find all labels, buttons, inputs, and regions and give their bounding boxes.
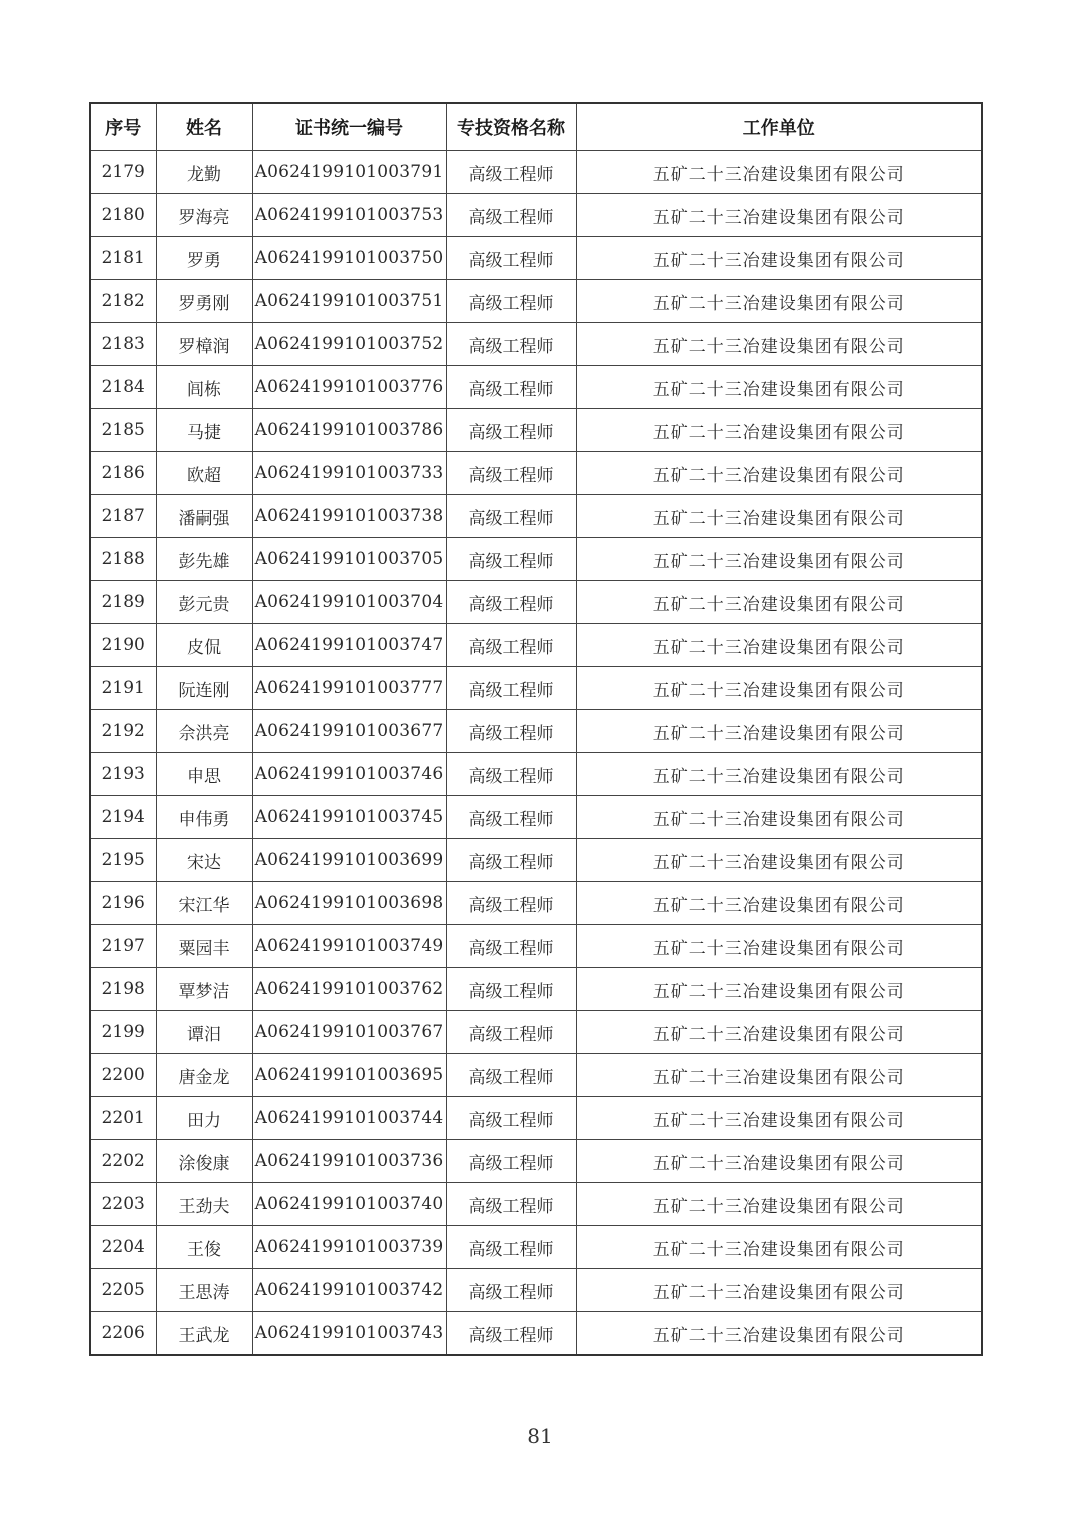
- cell-qualification: 高级工程师: [446, 194, 576, 237]
- cell-work-unit: 五矿二十三冶建设集团有限公司: [576, 1011, 982, 1054]
- table-row: [90, 667, 982, 710]
- cell-serial-number: 2185: [90, 409, 156, 452]
- cell-qualification: 高级工程师: [446, 1269, 576, 1312]
- cell-certificate-number: A0624199101003704: [252, 581, 446, 624]
- cell-name: 彭先雄: [156, 538, 252, 581]
- qualification-table: [89, 102, 983, 1356]
- cell-certificate-number: A0624199101003753: [252, 194, 446, 237]
- cell-serial-number: 2195: [90, 839, 156, 882]
- table-row: [90, 882, 982, 925]
- cell-work-unit: 五矿二十三冶建设集团有限公司: [576, 1269, 982, 1312]
- table-row: [90, 1226, 982, 1269]
- cell-qualification: 高级工程师: [446, 1226, 576, 1269]
- table-row: [90, 538, 982, 581]
- cell-certificate-number: A0624199101003743: [252, 1312, 446, 1356]
- cell-work-unit: 五矿二十三冶建设集团有限公司: [576, 882, 982, 925]
- cell-name: 罗勇刚: [156, 280, 252, 323]
- cell-name: 王俊: [156, 1226, 252, 1269]
- cell-certificate-number: A0624199101003739: [252, 1226, 446, 1269]
- cell-serial-number: 2196: [90, 882, 156, 925]
- cell-serial-number: 2198: [90, 968, 156, 1011]
- cell-name: 马捷: [156, 409, 252, 452]
- cell-qualification: 高级工程师: [446, 968, 576, 1011]
- table-row: [90, 796, 982, 839]
- table-row: [90, 1140, 982, 1183]
- cell-qualification: 高级工程师: [446, 1312, 576, 1356]
- table-row: [90, 839, 982, 882]
- cell-serial-number: 2189: [90, 581, 156, 624]
- cell-certificate-number: A0624199101003749: [252, 925, 446, 968]
- cell-name: 申思: [156, 753, 252, 796]
- cell-certificate-number: A0624199101003744: [252, 1097, 446, 1140]
- cell-qualification: 高级工程师: [446, 1183, 576, 1226]
- cell-serial-number: 2182: [90, 280, 156, 323]
- table-row: [90, 925, 982, 968]
- table-row: [90, 280, 982, 323]
- table-row: [90, 452, 982, 495]
- cell-serial-number: 2183: [90, 323, 156, 366]
- cell-certificate-number: A0624199101003791: [252, 151, 446, 194]
- cell-qualification: 高级工程师: [446, 753, 576, 796]
- cell-certificate-number: A0624199101003762: [252, 968, 446, 1011]
- cell-qualification: 高级工程师: [446, 925, 576, 968]
- cell-certificate-number: A0624199101003695: [252, 1054, 446, 1097]
- cell-serial-number: 2181: [90, 237, 156, 280]
- cell-work-unit: 五矿二十三冶建设集团有限公司: [576, 237, 982, 280]
- cell-certificate-number: A0624199101003767: [252, 1011, 446, 1054]
- table-row: [90, 495, 982, 538]
- header-certificate-number: 证书统一编号: [252, 103, 446, 151]
- cell-serial-number: 2186: [90, 452, 156, 495]
- cell-qualification: 高级工程师: [446, 710, 576, 753]
- cell-serial-number: 2201: [90, 1097, 156, 1140]
- cell-name: 闾栋: [156, 366, 252, 409]
- cell-name: 粟园丰: [156, 925, 252, 968]
- table-row: [90, 710, 982, 753]
- cell-name: 佘洪亮: [156, 710, 252, 753]
- cell-qualification: 高级工程师: [446, 280, 576, 323]
- cell-certificate-number: A0624199101003747: [252, 624, 446, 667]
- cell-work-unit: 五矿二十三冶建设集团有限公司: [576, 1097, 982, 1140]
- cell-work-unit: 五矿二十三冶建设集团有限公司: [576, 452, 982, 495]
- cell-name: 阮连刚: [156, 667, 252, 710]
- cell-qualification: 高级工程师: [446, 1011, 576, 1054]
- cell-work-unit: 五矿二十三冶建设集团有限公司: [576, 1054, 982, 1097]
- cell-serial-number: 2200: [90, 1054, 156, 1097]
- cell-certificate-number: A0624199101003742: [252, 1269, 446, 1312]
- cell-name: 罗海亮: [156, 194, 252, 237]
- page-number: 81: [527, 1424, 553, 1448]
- cell-qualification: 高级工程师: [446, 624, 576, 667]
- table-row: [90, 968, 982, 1011]
- cell-certificate-number: A0624199101003750: [252, 237, 446, 280]
- cell-work-unit: 五矿二十三冶建设集团有限公司: [576, 194, 982, 237]
- cell-serial-number: 2206: [90, 1312, 156, 1356]
- header-serial-number: 序号: [90, 103, 156, 151]
- cell-serial-number: 2193: [90, 753, 156, 796]
- cell-certificate-number: A0624199101003738: [252, 495, 446, 538]
- cell-qualification: 高级工程师: [446, 237, 576, 280]
- table-row: [90, 151, 982, 194]
- table-row: [90, 1183, 982, 1226]
- table-row: [90, 1011, 982, 1054]
- cell-name: 田力: [156, 1097, 252, 1140]
- cell-work-unit: 五矿二十三冶建设集团有限公司: [576, 710, 982, 753]
- table-row: [90, 624, 982, 667]
- cell-name: 罗勇: [156, 237, 252, 280]
- cell-name: 龙勤: [156, 151, 252, 194]
- cell-certificate-number: A0624199101003751: [252, 280, 446, 323]
- table-row: [90, 323, 982, 366]
- cell-name: 谭汨: [156, 1011, 252, 1054]
- cell-serial-number: 2204: [90, 1226, 156, 1269]
- cell-serial-number: 2190: [90, 624, 156, 667]
- cell-work-unit: 五矿二十三冶建设集团有限公司: [576, 968, 982, 1011]
- cell-certificate-number: A0624199101003745: [252, 796, 446, 839]
- cell-serial-number: 2187: [90, 495, 156, 538]
- cell-serial-number: 2179: [90, 151, 156, 194]
- cell-qualification: 高级工程师: [446, 667, 576, 710]
- cell-certificate-number: A0624199101003699: [252, 839, 446, 882]
- cell-name: 潘嗣强: [156, 495, 252, 538]
- cell-name: 唐金龙: [156, 1054, 252, 1097]
- cell-work-unit: 五矿二十三冶建设集团有限公司: [576, 796, 982, 839]
- cell-qualification: 高级工程师: [446, 366, 576, 409]
- cell-work-unit: 五矿二十三冶建设集团有限公司: [576, 409, 982, 452]
- cell-qualification: 高级工程师: [446, 796, 576, 839]
- cell-qualification: 高级工程师: [446, 882, 576, 925]
- cell-certificate-number: A0624199101003677: [252, 710, 446, 753]
- cell-name: 欧超: [156, 452, 252, 495]
- table-row: [90, 581, 982, 624]
- cell-name: 王武龙: [156, 1312, 252, 1356]
- cell-name: 皮侃: [156, 624, 252, 667]
- cell-serial-number: 2192: [90, 710, 156, 753]
- cell-work-unit: 五矿二十三冶建设集团有限公司: [576, 495, 982, 538]
- cell-name: 涂俊康: [156, 1140, 252, 1183]
- cell-certificate-number: A0624199101003777: [252, 667, 446, 710]
- cell-work-unit: 五矿二十三冶建设集团有限公司: [576, 753, 982, 796]
- table-row: [90, 366, 982, 409]
- cell-qualification: 高级工程师: [446, 538, 576, 581]
- cell-serial-number: 2205: [90, 1269, 156, 1312]
- cell-qualification: 高级工程师: [446, 581, 576, 624]
- cell-serial-number: 2180: [90, 194, 156, 237]
- cell-serial-number: 2197: [90, 925, 156, 968]
- table-row: [90, 237, 982, 280]
- cell-qualification: 高级工程师: [446, 151, 576, 194]
- cell-name: 罗樟润: [156, 323, 252, 366]
- cell-work-unit: 五矿二十三冶建设集团有限公司: [576, 925, 982, 968]
- cell-certificate-number: A0624199101003752: [252, 323, 446, 366]
- cell-work-unit: 五矿二十三冶建设集团有限公司: [576, 366, 982, 409]
- cell-qualification: 高级工程师: [446, 409, 576, 452]
- cell-work-unit: 五矿二十三冶建设集团有限公司: [576, 624, 982, 667]
- cell-work-unit: 五矿二十三冶建设集团有限公司: [576, 1312, 982, 1356]
- table-header-row: [90, 103, 982, 151]
- table-row: [90, 194, 982, 237]
- cell-name: 宋达: [156, 839, 252, 882]
- cell-certificate-number: A0624199101003698: [252, 882, 446, 925]
- cell-certificate-number: A0624199101003746: [252, 753, 446, 796]
- cell-work-unit: 五矿二十三冶建设集团有限公司: [576, 280, 982, 323]
- table-row: [90, 1097, 982, 1140]
- cell-work-unit: 五矿二十三冶建设集团有限公司: [576, 581, 982, 624]
- cell-work-unit: 五矿二十三冶建设集团有限公司: [576, 1183, 982, 1226]
- cell-qualification: 高级工程师: [446, 839, 576, 882]
- cell-qualification: 高级工程师: [446, 323, 576, 366]
- cell-name: 彭元贵: [156, 581, 252, 624]
- table-row: [90, 409, 982, 452]
- cell-name: 宋江华: [156, 882, 252, 925]
- cell-work-unit: 五矿二十三冶建设集团有限公司: [576, 151, 982, 194]
- cell-certificate-number: A0624199101003736: [252, 1140, 446, 1183]
- cell-work-unit: 五矿二十三冶建设集团有限公司: [576, 538, 982, 581]
- cell-name: 王思涛: [156, 1269, 252, 1312]
- table-body: [90, 151, 982, 1356]
- cell-serial-number: 2188: [90, 538, 156, 581]
- table-row: [90, 753, 982, 796]
- cell-name: 申伟勇: [156, 796, 252, 839]
- header-work-unit: 工作单位: [576, 103, 982, 151]
- cell-certificate-number: A0624199101003786: [252, 409, 446, 452]
- header-name: 姓名: [156, 103, 252, 151]
- cell-qualification: 高级工程师: [446, 495, 576, 538]
- cell-certificate-number: A0624199101003776: [252, 366, 446, 409]
- cell-work-unit: 五矿二十三冶建设集团有限公司: [576, 1226, 982, 1269]
- cell-serial-number: 2194: [90, 796, 156, 839]
- cell-name: 王劲夫: [156, 1183, 252, 1226]
- cell-certificate-number: A0624199101003740: [252, 1183, 446, 1226]
- cell-work-unit: 五矿二十三冶建设集团有限公司: [576, 323, 982, 366]
- cell-serial-number: 2203: [90, 1183, 156, 1226]
- cell-qualification: 高级工程师: [446, 1097, 576, 1140]
- cell-serial-number: 2191: [90, 667, 156, 710]
- table-row: [90, 1312, 982, 1356]
- cell-certificate-number: A0624199101003705: [252, 538, 446, 581]
- cell-work-unit: 五矿二十三冶建设集团有限公司: [576, 839, 982, 882]
- cell-serial-number: 2184: [90, 366, 156, 409]
- cell-qualification: 高级工程师: [446, 1140, 576, 1183]
- cell-serial-number: 2202: [90, 1140, 156, 1183]
- table-row: [90, 1269, 982, 1312]
- cell-serial-number: 2199: [90, 1011, 156, 1054]
- cell-work-unit: 五矿二十三冶建设集团有限公司: [576, 1140, 982, 1183]
- cell-qualification: 高级工程师: [446, 1054, 576, 1097]
- cell-name: 覃梦洁: [156, 968, 252, 1011]
- cell-qualification: 高级工程师: [446, 452, 576, 495]
- table-row: [90, 1054, 982, 1097]
- cell-work-unit: 五矿二十三冶建设集团有限公司: [576, 667, 982, 710]
- cell-certificate-number: A0624199101003733: [252, 452, 446, 495]
- header-qualification: 专技资格名称: [446, 103, 576, 151]
